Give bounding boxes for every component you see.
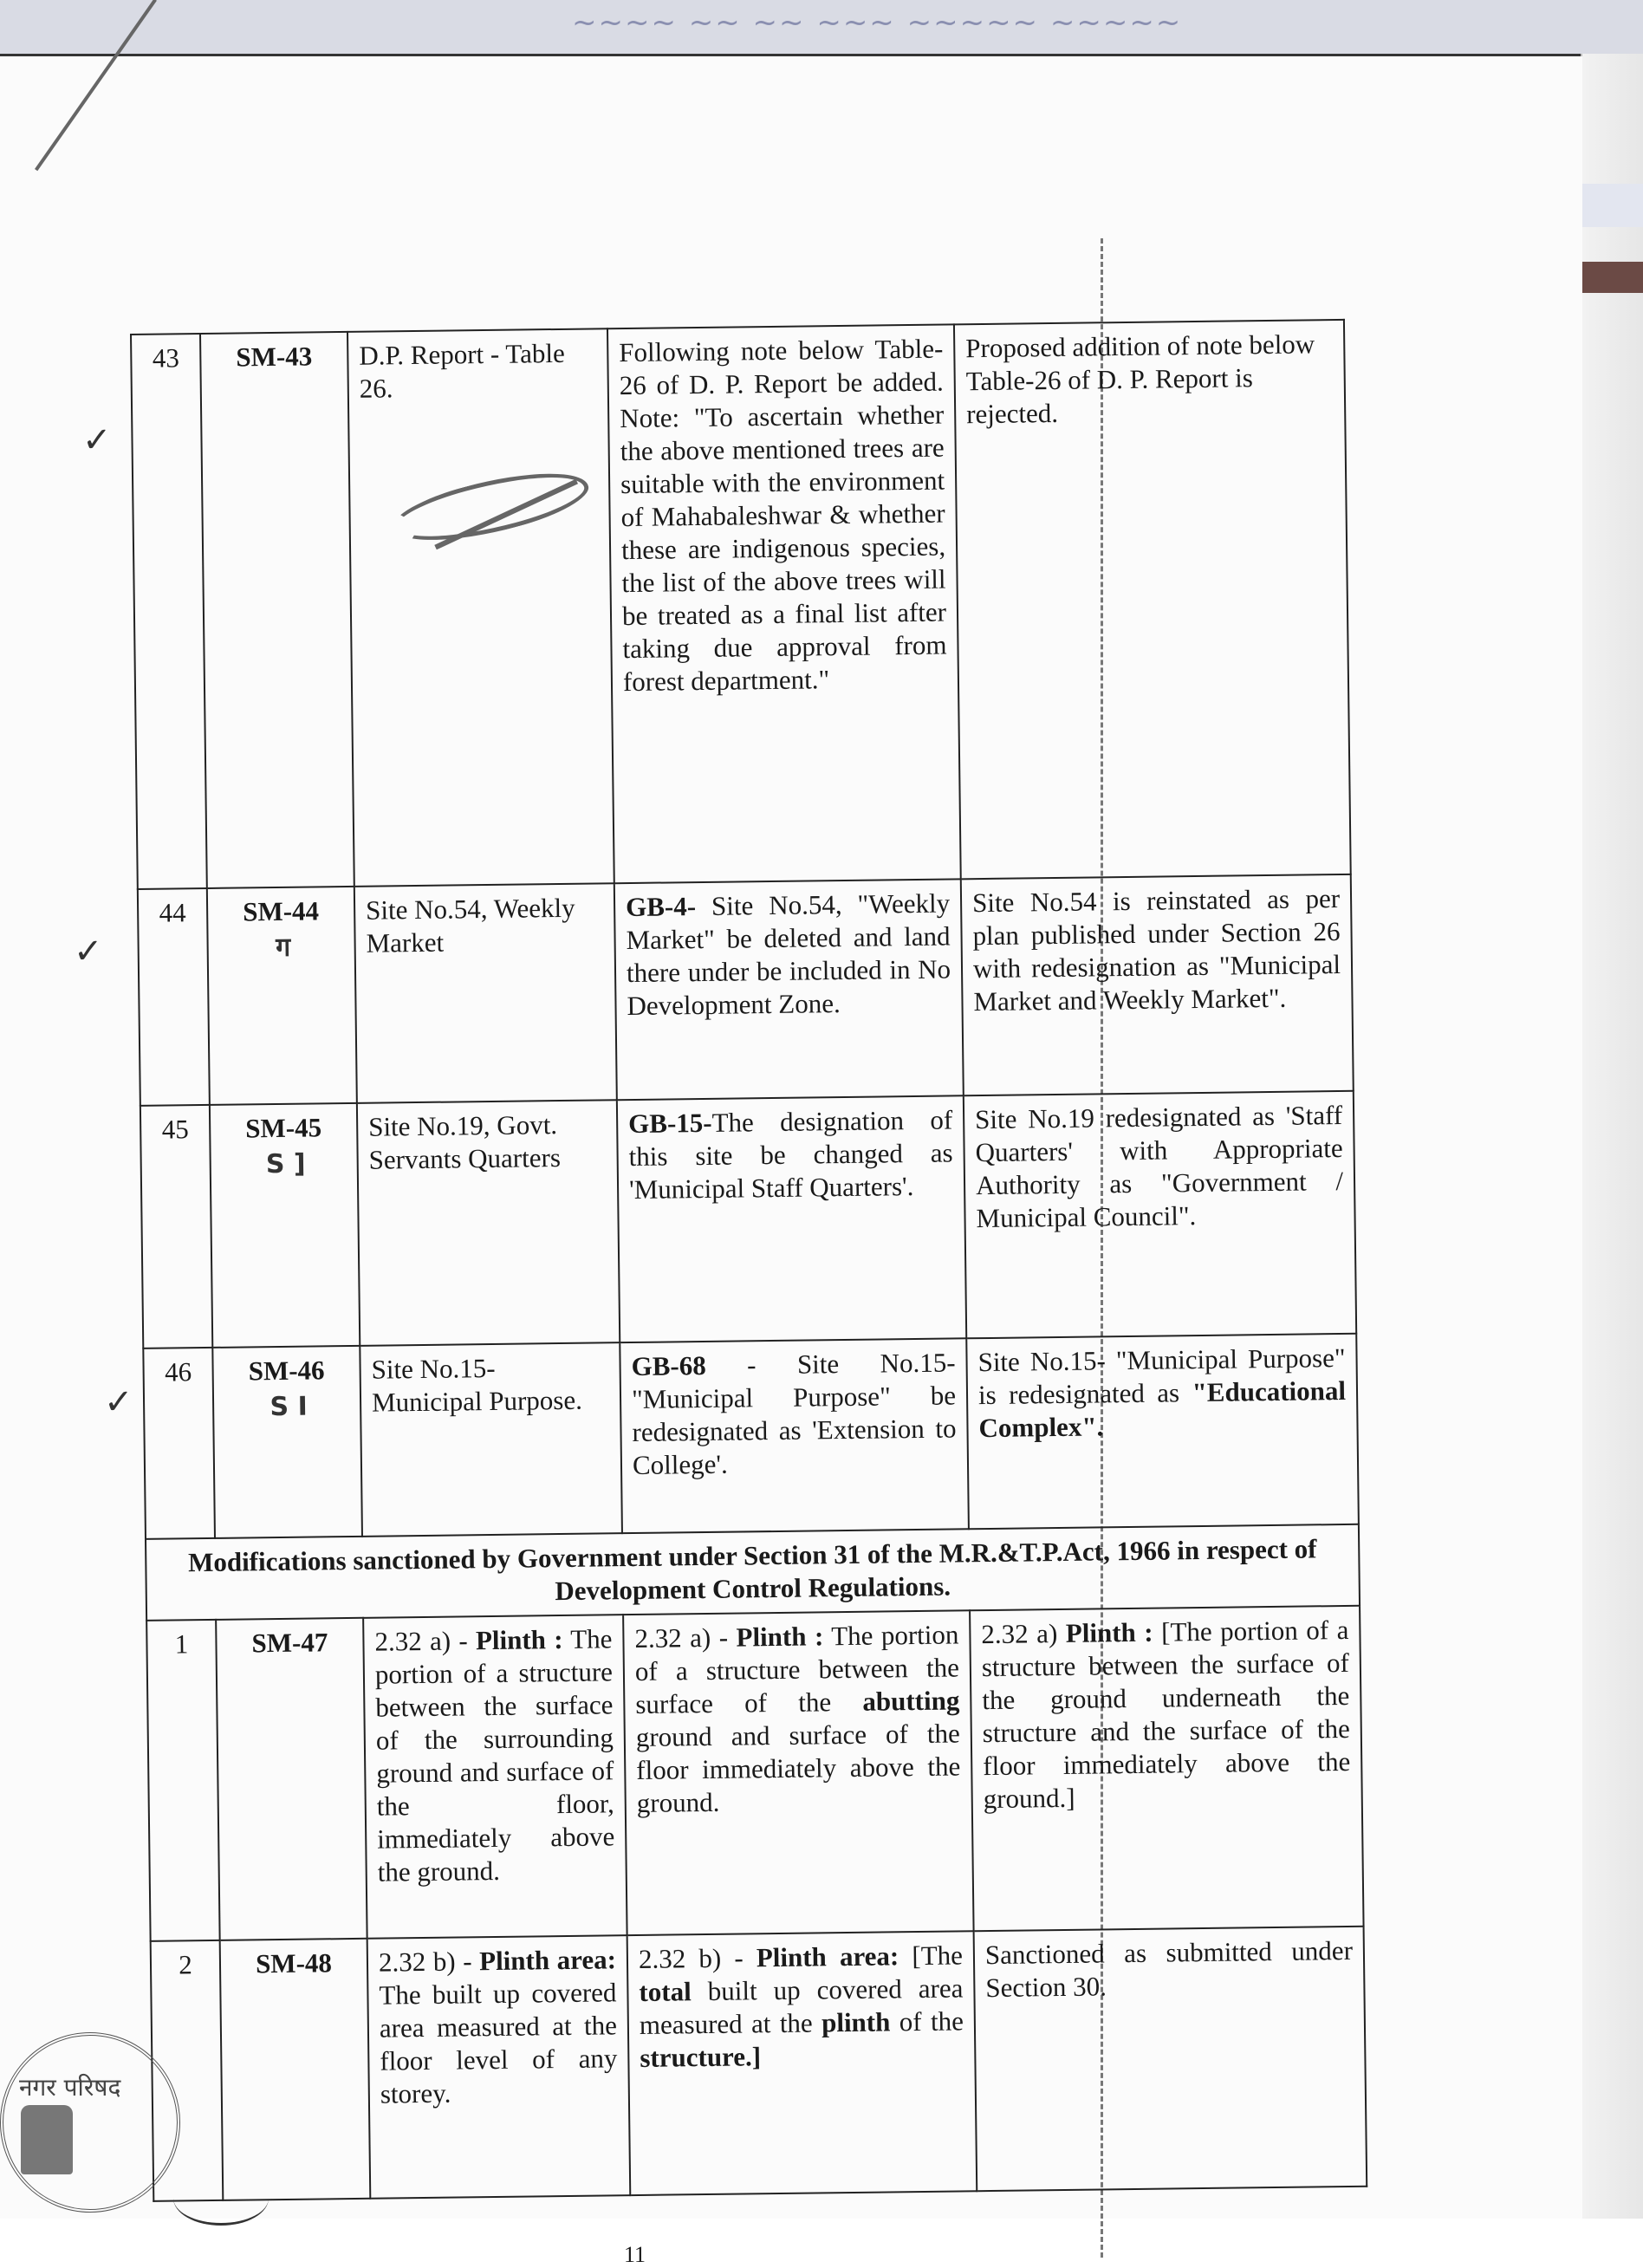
- scanner-top-strip: [0, 0, 1643, 56]
- subject-cell: [347, 328, 614, 887]
- clause-number: 2.32 b) -: [638, 1942, 757, 1974]
- regulation-cell: [363, 1615, 627, 1939]
- proposal-cell: [620, 1338, 969, 1533]
- handwritten-mark: S I: [270, 1391, 308, 1423]
- sanction-cell: [966, 1334, 1359, 1529]
- sm-code: SM-43: [200, 332, 354, 888]
- proposal-cell: [607, 324, 961, 883]
- row-number: 45: [140, 1105, 212, 1348]
- proposal-text: The designation of this site be changed as 'Municipal Staff Quarters'.: [628, 1104, 953, 1205]
- proposal-cell: [617, 1095, 966, 1342]
- table-row: [151, 1927, 1367, 2201]
- table-row: [138, 874, 1354, 1106]
- sanction-text: Site No.54 is reinstated as per plan published under Section 26 with redesignation as "Municipal Market and Weekly Market".: [971, 882, 1341, 1017]
- subject-text: D.P. Report - Table 26.: [359, 337, 566, 404]
- clause-number: 2.32 a) -: [634, 1621, 737, 1654]
- clause-title: Plinth area:: [478, 1944, 617, 1977]
- regulation-cell: [367, 1935, 631, 2199]
- clause-text: of the: [890, 2005, 964, 2037]
- clause-text: The portion of a structure between the surface of the: [634, 1619, 960, 1719]
- table-row: [140, 1091, 1356, 1348]
- clause-bold-text: total: [639, 1976, 692, 2007]
- clause-text: [The portion of a structure between the surface of the ground underneath the structure and the surface of the floor immediately above the ground.]: [981, 1614, 1351, 1815]
- clause-text: The built up covered area measured at the floor level of any storey.: [379, 1977, 618, 2109]
- proposal-text: Site No.54, "Weekly Market" be deleted and land there under be included in No Development Zone.: [626, 887, 951, 1022]
- clause-bold-text: plinth: [821, 2006, 891, 2038]
- edge-band-light: [1582, 184, 1643, 227]
- clause-number: 2.32 b) -: [378, 1946, 480, 1978]
- proposal-cell: [614, 879, 964, 1100]
- sm-code-cell: [207, 887, 357, 1105]
- gb-code: GB-4-: [625, 891, 697, 923]
- document-page: [0, 56, 1582, 2267]
- modifications-table: [130, 319, 1367, 2202]
- clause-bold-text: structure.]: [640, 2041, 762, 2073]
- sm-code: SM-46: [248, 1355, 325, 1387]
- page-stack-edge: [1581, 54, 1643, 2219]
- subject-cell: [354, 883, 617, 1103]
- gb-code: GB-15-: [627, 1107, 712, 1140]
- municipal-seal: [0, 2032, 180, 2213]
- check-mark: ✓: [104, 1382, 133, 1422]
- table-row: [131, 320, 1351, 889]
- sanction-cell: [954, 320, 1351, 879]
- proposal-text: Following note below Table-26 of D. P. Report be added. Note: "To ascertain whether the above mentioned trees are suitable with the environment of Mahabaleshwar & whether these are indigenous species, the list of the above trees will be treated as a final list after taking due approval from forest department.": [619, 333, 947, 698]
- gb-code: GB-68: [631, 1349, 706, 1382]
- row-number: 2: [151, 1940, 224, 2201]
- clause-title: Plinth :: [1065, 1616, 1153, 1648]
- initials-signature: [173, 2171, 269, 2226]
- table-row: [146, 1606, 1363, 1941]
- clause-title: Plinth area:: [756, 1940, 899, 1973]
- subject-text: Site No.15- Municipal Purpose.: [371, 1352, 583, 1418]
- sanction-text: Site No.15- "Municipal Purpose" is redesignated as: [977, 1342, 1346, 1411]
- sm-code: SM-47: [216, 1618, 367, 1940]
- handwritten-mark: ग: [276, 932, 291, 963]
- section-heading: Modifications sanctioned by Government under Section 31 of the M.R.&T.P.Act, 1966 in respect of Development Control Regulations.: [146, 1524, 1360, 1621]
- sanction-cell: [974, 1927, 1367, 2191]
- clause-number: 2.32 a): [981, 1617, 1067, 1650]
- subject-cell: [357, 1100, 620, 1346]
- proposal-cell: [623, 1610, 973, 1935]
- page-number: 11: [624, 2242, 646, 2267]
- handwritten-mark: S ]: [265, 1148, 306, 1180]
- sanction-cell: [961, 874, 1354, 1095]
- table-row: [143, 1334, 1359, 1539]
- clause-text: The portion of a structure between the surface of the surrounding ground and surface of the floor, immediately above the ground.: [374, 1623, 615, 1888]
- sanction-cell: [964, 1091, 1356, 1338]
- check-mark: ✓: [74, 932, 103, 972]
- subject-text: Site No.54, Weekly Market: [365, 892, 575, 959]
- sm-code-cell: [212, 1346, 362, 1538]
- subject-cell: [360, 1342, 622, 1537]
- subject-text: Site No.19, Govt. Servants Quarters: [367, 1109, 562, 1175]
- clause-title: Plinth :: [475, 1624, 563, 1656]
- clause-number: 2.32 a) -: [374, 1625, 477, 1657]
- sm-code: SM-45: [245, 1112, 322, 1144]
- clause-bold-text: abutting: [862, 1685, 960, 1717]
- sanction-bold-text: "Educational Complex".: [978, 1374, 1347, 1444]
- clause-text: [The: [912, 1940, 964, 1972]
- sm-code-cell: [210, 1103, 360, 1348]
- sm-code: SM-44: [243, 895, 320, 927]
- clause-title: Plinth :: [736, 1621, 824, 1653]
- handwritten-note: ~~~~ ~~ ~~ ~~~ ~~~~~ ~~~~~: [572, 5, 1183, 40]
- modifications-table-block: [130, 319, 1366, 2202]
- sanction-cell: [970, 1606, 1363, 1931]
- seal-text: नगर परिषद: [19, 2073, 121, 2102]
- proposal-cell: [627, 1931, 977, 2195]
- sanction-text: Site No.19 redesignated as 'Staff Quarters' with Appropriate Authority as "Government / Municipal Council".: [974, 1099, 1344, 1234]
- clause-text: ground and surface of the floor immediately above the ground.: [635, 1718, 961, 1818]
- row-number: 46: [143, 1348, 215, 1539]
- row-number: 43: [131, 334, 207, 889]
- clause-text: built up covered area measured at the: [639, 1972, 964, 2040]
- row-number: 44: [138, 888, 210, 1106]
- proposal-text: - Site No.15- "Municipal Purpose" be redesignated as 'Extension to College'.: [631, 1347, 957, 1481]
- sanction-text: Proposed addition of note below Table-26 of D. P. Report is rejected.: [965, 328, 1315, 430]
- row-number: 1: [146, 1620, 220, 1941]
- edge-band-dark: [1582, 262, 1643, 293]
- clause-text: Sanctioned as submitted under Section 30.: [984, 1934, 1354, 2004]
- check-mark: ✓: [82, 420, 112, 460]
- national-emblem-icon: [21, 2105, 73, 2174]
- sm-code: SM-48: [220, 1939, 371, 2200]
- section-heading-row: [146, 1524, 1360, 1621]
